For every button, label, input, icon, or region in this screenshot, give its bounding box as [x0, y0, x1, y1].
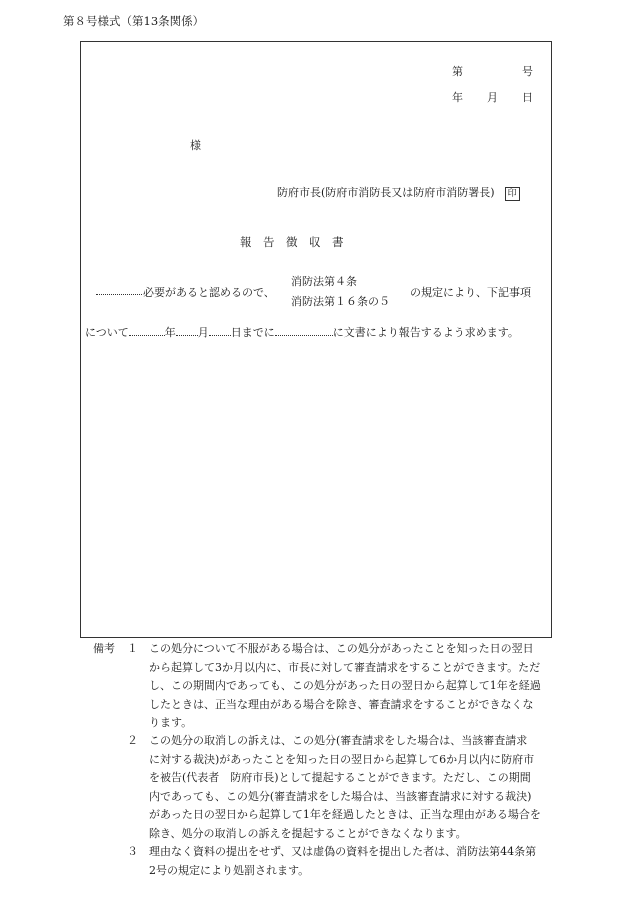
note-line: ります。: [149, 716, 193, 729]
issuer-line: [277, 184, 520, 201]
note-line: したときは、正当な理由がある場合を除き、審査請求をすることができなくな: [149, 697, 534, 711]
deadline-day: 日までに: [230, 326, 275, 339]
reason-blank: [96, 283, 142, 295]
date-day-label: 日: [522, 91, 533, 104]
deadline-line: [85, 324, 519, 340]
note-number: ２: [127, 734, 138, 747]
note-item-1: [127, 640, 541, 733]
deadline-end: に文書により報告するよう求めます。: [332, 326, 519, 339]
note-item-2: [127, 732, 541, 843]
note-line: 内であっても、この処分(審査請求をした場合は、当該審査請求に対する裁決): [149, 789, 532, 803]
issuer-name: 防府市長(防府市消防長又は防府市消防署長): [277, 186, 495, 199]
law-provision-text: の規定により、下記事項: [410, 286, 531, 299]
seal-mark: 印: [505, 187, 520, 201]
note-line: に対する裁決)があったことを知った日の翌日から起算して6か月以内に防府市: [149, 752, 535, 766]
number-suffix: 号: [522, 65, 533, 78]
law-option-1: 消防法第４条: [291, 275, 357, 288]
deadline-year: 年: [164, 326, 176, 339]
note-line: 理由なく資料の提出をせず、又は虚偽の資料を提出した者は、消防法第44条第: [149, 845, 537, 858]
number-prefix: 第: [452, 65, 463, 78]
note-line: し、この期間内であっても、この処分があった日の翌日から起算して1年を経過: [149, 679, 541, 692]
notes-label: 備考: [93, 642, 115, 655]
date-month-label: 月: [487, 91, 498, 104]
note-item-3: [127, 843, 536, 880]
form-number-title: 第８号様式（第13条関係）: [63, 14, 205, 28]
addressee-suffix: 様: [190, 139, 201, 152]
law-option-2: 消防法第１６条の５: [291, 295, 390, 308]
day-blank: [209, 324, 231, 336]
document-title: 報 告 徴 収 書: [240, 235, 344, 249]
note-line: 2号の規定により処罰されます。: [149, 863, 310, 877]
note-line: から起算して3か月以内に、市長に対して審査請求をすることができます。ただ: [149, 660, 541, 674]
month-blank: [176, 324, 198, 336]
note-number: ３: [127, 845, 138, 858]
reason-text: 必要があると認めるので、: [143, 286, 275, 299]
deadline-month: 月: [197, 326, 209, 339]
note-number: １: [127, 642, 138, 655]
recipient-blank: [275, 324, 333, 336]
year-blank: [129, 324, 165, 336]
note-line: があった日の翌日から起算して1年を経過したときは、正当な理由がある場合を: [149, 808, 541, 821]
deadline-prefix: について: [85, 326, 129, 339]
note-line: この処分について不服がある場合は、この処分があったことを知った日の翌日: [149, 642, 534, 655]
note-line: 除き、処分の取消しの訴えを提起することができなくなります。: [149, 826, 467, 840]
note-line: この処分の取消しの訴えは、この処分(審査請求をした場合は、当該審査請求: [149, 734, 528, 747]
date-year-label: 年: [452, 91, 463, 104]
note-line: を被告(代表者 防府市長)として提起することができます。ただし、この期間: [149, 771, 531, 784]
